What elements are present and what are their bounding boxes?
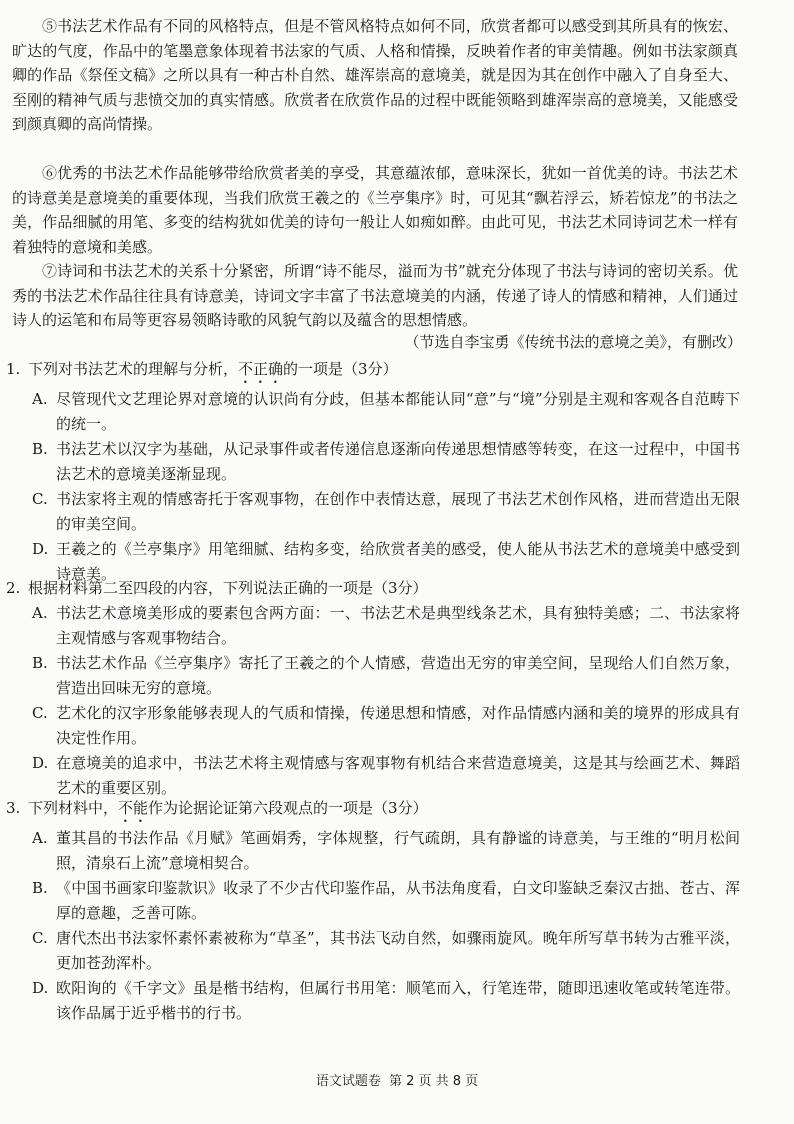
emphasized-word: 不正确 (238, 360, 284, 378)
footer-subject: 语文试题卷 (315, 1074, 381, 1089)
question-1 (0, 357, 740, 587)
question-stem: 1. 下列对书法艺术的理解与分析，不正确的一项是（3分） (0, 357, 740, 387)
option-d: D. 在意境美的追求中，书法艺术将主观情感与客观事物有机结合来营造意境美，这是其与绘画艺术、舞蹈艺术的重要区别。 (32, 754, 740, 797)
passage-source: （节选自李宝勇《传统书法的意境之美》，有删改） (404, 333, 742, 351)
option-d: D. 欧阳询的《千字文》虽是楷书结构，但属行书用笔：顺笔而入，行笔连带，随即迅速收笔或转笔连带。该作品属于近乎楷书的行书。 (32, 979, 740, 1022)
page-footer (0, 1070, 794, 1089)
option-a: A. 董其昌的书法作品《月赋》笔画娟秀，字体规整，行气疏朗，具有静谧的诗意美，与王维的“明月松间照，清泉石上流”意境相契合。 (32, 829, 740, 872)
passage-paragraph-5: ⑤书法艺术作品有不同的风格特点，但是不管风格特点如何不同，欣赏者都可以感受到其所具有的恢宏、旷达的气度，作品中的笔墨意象体现着书法家的气质、人格和情操，反映着作者的审美情趣。例如书法家颜真卿的作品《祭侄文稿》之所以具有一种古朴自然、雄浑崇高的意境美，就是因为其在创作中融入了自身至大、至刚的精神气质与悲愤交加的真实情感。欣赏者在欣赏作品的过程中既能领略到雄浑崇高的意境美，又能感受到颜真卿的高尚情操。 (12, 17, 738, 133)
option-b: B. 书法艺术以汉字为基础，从记录事件或者传递信息逐渐向传递思想情感等转变，在这一过程中，中国书法艺术的意境美逐渐显现。 (32, 440, 740, 483)
option-d: D. 王羲之的《兰亭集序》用笔细腻、结构多变，给欣赏者美的感受，使人能从书法艺术的意境美中感受到诗意美。 (32, 540, 740, 583)
option-c: C. 书法家将主观的情感寄托于客观事物，在创作中表情达意，展现了书法艺术创作风格，进而营造出无限的审美空间。 (32, 490, 740, 533)
question-stem: 2. 根据材料第二至四段的内容，下列说法正确的一项是（3分） (0, 576, 740, 601)
option-a: A. 尽管现代文艺理论界对意境的认识尚有分歧，但基本都能认同“意”与“境”分别是主观和客观各自范畴下的统一。 (32, 390, 740, 433)
option-c: C. 艺术化的汉字形象能够表现人的气质和情操，传递思想和情感，对作品情感内涵和美的境界的形成具有决定性作用。 (32, 704, 740, 747)
footer-page-number: 第 2 页 共 8 页 (388, 1074, 479, 1089)
question-number: 3. (6, 799, 21, 817)
question-2 (0, 576, 740, 801)
question-stem: 3. 下列材料中，不能作为论据论证第六段观点的一项是（3分） (0, 796, 740, 826)
passage-paragraph-6: ⑥优秀的书法艺术作品能够带给欣赏者美的享受，其意蕴浓郁，意味深长，犹如一首优美的诗。书法艺术的诗意美是意境美的重要体现，当我们欣赏王羲之的《兰亭集序》时，可见其“飘若浮云，矫若惊龙”的书法之美，作品细腻的用笔、多变的结构犹如优美的诗句一般让人如痴如醉。由此可见，书法艺术同诗词艺术一样有着独特的意境和美感。 (12, 164, 738, 256)
question-number: 2. (6, 579, 21, 597)
option-c: C. 唐代杰出书法家怀素怀素被称为“草圣”，其书法飞动自然，如骤雨旋风。晚年所写草书转为古雅平淡，更加苍劲浑朴。 (32, 929, 740, 972)
option-b: B. 《中国书画家印鉴款识》收录了不少古代印鉴作品，从书法角度看，白文印鉴缺乏秦汉古拙、苍古、浑厚的意趣，乏善可陈。 (32, 879, 740, 922)
emphasized-word: 不能 (118, 799, 149, 817)
question-3 (0, 796, 740, 1026)
question-number: 1. (6, 360, 21, 378)
option-a: A. 书法艺术意境美形成的要素包含两方面：一、书法艺术是典型线条艺术，具有独特美感；二、书法家将主观情感与客观事物结合。 (32, 604, 740, 647)
option-b: B. 书法艺术作品《兰亭集序》寄托了王羲之的个人情感，营造出无穷的审美空间，呈现给人们自然万象，营造出回味无穷的意境。 (32, 654, 740, 697)
passage-paragraph-7: ⑦诗词和书法艺术的关系十分紧密，所谓“诗不能尽，溢而为书”就充分体现了书法与诗词的密切关系。优秀的书法艺术作品往往具有诗意美，诗词文字丰富了书法意境美的内涵，传递了诗人的情感和精神，人们通过诗人的运笔和布局等更容易领略诗歌的风貌气韵以及蕴含的思想情感。 (12, 262, 738, 329)
